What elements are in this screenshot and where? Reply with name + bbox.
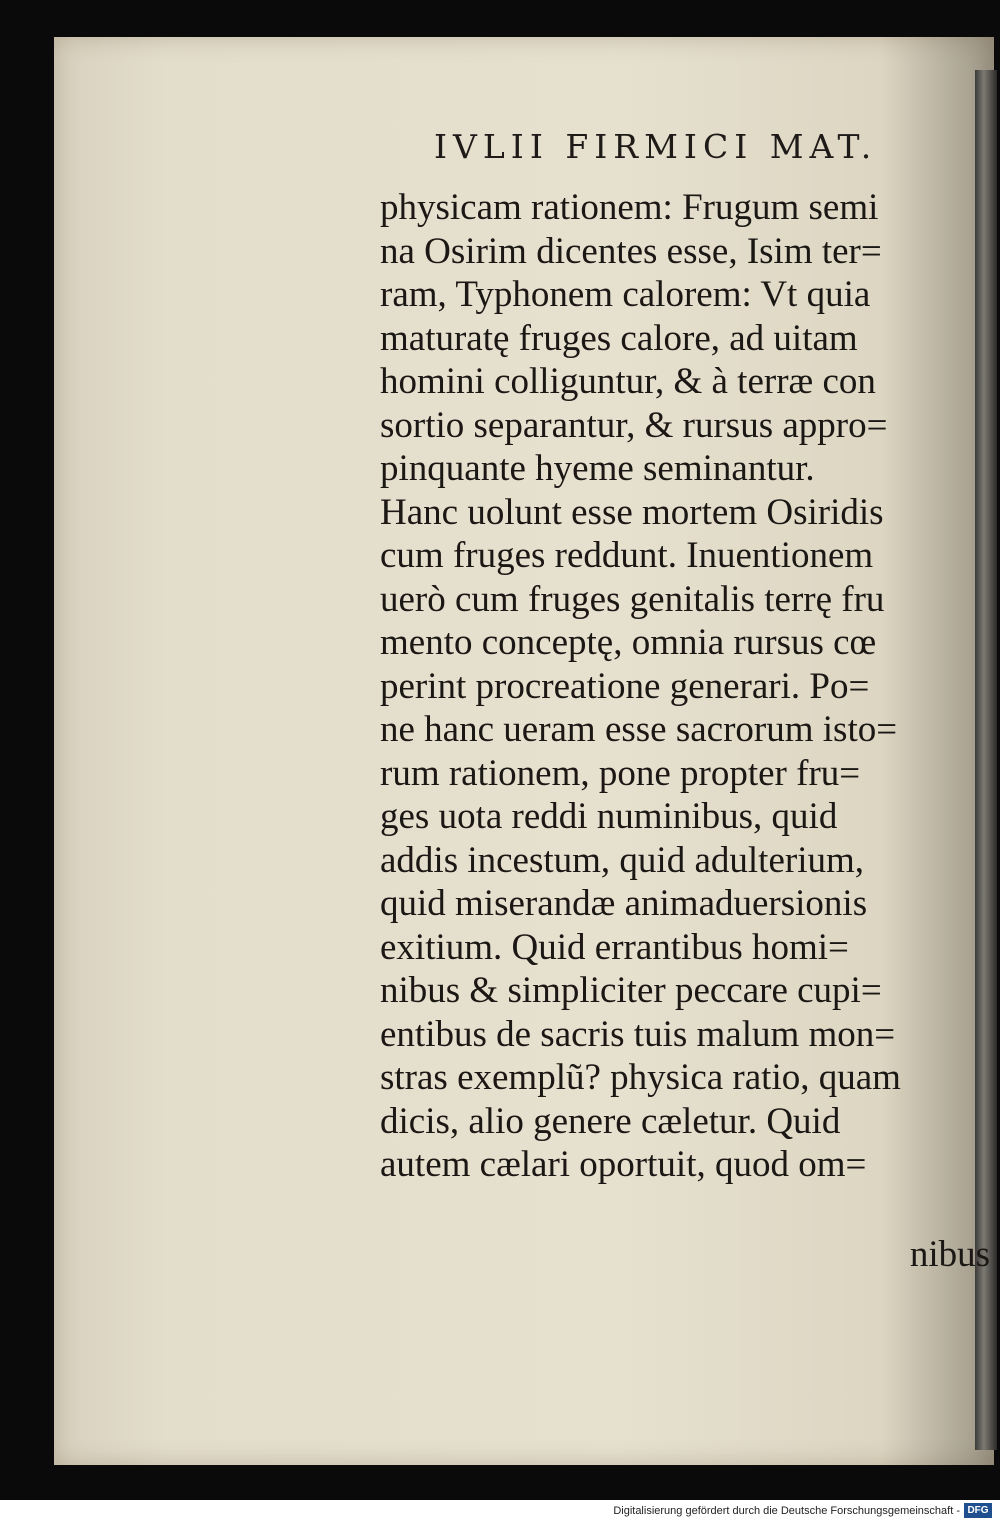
text-line: quid miserandæ animaduersionis: [380, 883, 868, 924]
text-line: homini colliguntur, & à terræ con: [380, 361, 876, 402]
text-line: pinquante hyeme seminantur.: [380, 448, 815, 489]
text-line: entibus de sacris tuis malum mon=: [380, 1013, 896, 1055]
text-line: autem cælari oportuit, quod om=: [380, 1144, 867, 1185]
text-line: Hanc uolunt esse mortem Osiridis: [380, 491, 884, 533]
text-line: physicam rationem: Frugum semi: [380, 187, 879, 228]
text-line: nibus & simpliciter peccare cupi=: [380, 970, 882, 1011]
text-line: ne hanc ueram esse sacrorum isto=: [380, 709, 898, 750]
text-line: mento conceptę, omnia rursus cœ: [380, 622, 877, 663]
text-line: ges uota reddi numinibus, quid: [380, 796, 838, 837]
text-line: na Osirim dicentes esse, Isim ter=: [380, 230, 882, 272]
text-line: dicis, alio genere cæletur. Quid: [380, 1100, 841, 1142]
text-line: cum fruges reddunt. Inuentionem: [380, 535, 874, 576]
text-line: stras exemplũ? physica ratio, quam: [380, 1057, 901, 1098]
funding-credit: Digitalisierung gefördert durch die Deutsche Forschungsgemeinschaft -: [613, 1505, 960, 1517]
text-line: ram, Typhonem calorem: Vt quia: [380, 274, 871, 315]
text-line: perint procreatione generari. Po=: [380, 665, 870, 707]
running-head: IVLII FIRMICI MAT.: [434, 127, 878, 166]
text-line: rum rationem, pone propter fru=: [380, 752, 861, 794]
text-line: addis incestum, quid adulterium,: [380, 839, 864, 881]
text-line: maturatę fruges calore, ad uitam: [380, 317, 858, 359]
body-text: [380, 186, 980, 1187]
catchword: nibus: [909, 1234, 990, 1275]
text-line: sortio separantur, & rursus appro=: [380, 404, 888, 446]
text-line: uerò cum fruges genitalis terrę fru: [380, 578, 885, 620]
text-line: exitium. Quid errantibus homi=: [380, 926, 849, 968]
dfg-logo: DFG: [964, 1503, 992, 1518]
